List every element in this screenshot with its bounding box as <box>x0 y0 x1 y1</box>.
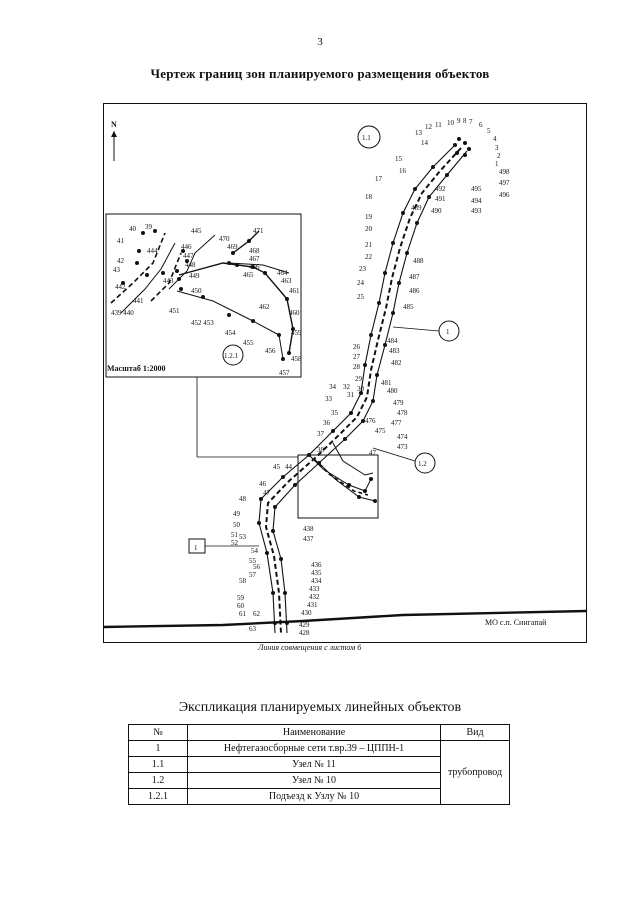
svg-text:461: 461 <box>289 287 300 295</box>
explication-title: Экспликация планируемых линейных объектов <box>178 700 462 715</box>
svg-text:47: 47 <box>369 449 376 457</box>
svg-text:34: 34 <box>329 383 336 391</box>
svg-text:55: 55 <box>249 557 256 565</box>
svg-text:474: 474 <box>397 433 408 441</box>
svg-text:16: 16 <box>399 167 406 175</box>
svg-text:53: 53 <box>239 533 246 541</box>
svg-text:434: 434 <box>311 577 322 585</box>
svg-text:28: 28 <box>353 363 360 371</box>
svg-text:478: 478 <box>397 409 408 417</box>
page-number: 3 <box>317 36 323 48</box>
callout-1-2: 1.2 <box>418 460 427 468</box>
table-row: 1 Нефтегазосборные сети т.вр.39 – ЦППН-1 трубопровод <box>129 741 510 757</box>
svg-text:437: 437 <box>303 535 314 543</box>
labels-upper-right <box>365 117 510 457</box>
svg-text:47: 47 <box>263 489 270 497</box>
svg-text:26: 26 <box>353 343 360 351</box>
svg-text:487: 487 <box>409 273 420 281</box>
svg-text:13: 13 <box>415 129 422 137</box>
svg-text:443: 443 <box>163 277 174 285</box>
svg-text:429: 429 <box>299 621 310 629</box>
svg-text:495: 495 <box>471 185 482 193</box>
svg-text:27: 27 <box>353 353 360 361</box>
svg-text:481: 481 <box>381 379 392 387</box>
svg-text:435: 435 <box>311 569 322 577</box>
svg-text:40: 40 <box>129 225 136 233</box>
svg-text:491: 491 <box>435 195 446 203</box>
svg-text:468: 468 <box>249 247 260 255</box>
svg-text:446: 446 <box>181 243 192 251</box>
svg-text:483: 483 <box>389 347 400 355</box>
svg-text:36: 36 <box>323 419 330 427</box>
svg-text:45: 45 <box>273 463 280 471</box>
svg-text:494: 494 <box>471 197 482 205</box>
svg-text:39: 39 <box>145 223 152 231</box>
svg-text:5: 5 <box>487 127 491 135</box>
svg-text:6: 6 <box>479 121 483 129</box>
svg-text:15: 15 <box>395 155 402 163</box>
labels-lower-left <box>231 463 293 633</box>
svg-text:431: 431 <box>307 601 318 609</box>
svg-text:482: 482 <box>391 359 402 367</box>
svg-text:467: 467 <box>249 255 260 263</box>
svg-text:445: 445 <box>191 227 202 235</box>
svg-text:457: 457 <box>279 369 290 377</box>
svg-text:48: 48 <box>239 495 246 503</box>
svg-text:57: 57 <box>249 571 256 579</box>
svg-text:44: 44 <box>285 463 292 471</box>
svg-text:454: 454 <box>225 329 236 337</box>
svg-text:428: 428 <box>299 629 310 637</box>
svg-text:455: 455 <box>243 339 254 347</box>
svg-text:35: 35 <box>331 409 338 417</box>
svg-text:2: 2 <box>497 152 501 160</box>
svg-text:484: 484 <box>387 337 398 345</box>
svg-text:21: 21 <box>365 241 372 249</box>
svg-text:471: 471 <box>253 227 264 235</box>
svg-text:51: 51 <box>231 531 238 539</box>
table-row: 1.2 Узел № 10 <box>129 773 510 789</box>
svg-text:452 453: 452 453 <box>191 319 214 327</box>
svg-text:430: 430 <box>301 609 312 617</box>
svg-text:10: 10 <box>447 119 454 127</box>
svg-text:449: 449 <box>189 272 200 280</box>
detail-box <box>298 455 378 518</box>
municipality-label: МО с.п. Сингапай <box>485 618 547 627</box>
svg-text:444: 444 <box>147 247 158 255</box>
svg-text:442: 442 <box>115 283 126 291</box>
svg-text:41: 41 <box>117 237 124 245</box>
callout-1-1: 1.1 <box>362 134 371 142</box>
svg-text:19: 19 <box>365 213 372 221</box>
svg-text:58: 58 <box>239 577 246 585</box>
svg-text:459: 459 <box>291 329 302 337</box>
svg-text:432: 432 <box>309 593 320 601</box>
kind-cell: трубопровод <box>441 741 510 805</box>
svg-text:486: 486 <box>409 287 420 295</box>
svg-text:489: 489 <box>411 204 422 212</box>
inset-scale: Масштаб 1:2000 <box>107 364 166 373</box>
svg-text:456: 456 <box>265 347 276 355</box>
svg-text:29: 29 <box>355 375 362 383</box>
svg-text:441: 441 <box>133 297 144 305</box>
page-title: Чертеж границ зон планируемого размещения объектов <box>150 66 490 81</box>
svg-text:497: 497 <box>499 179 510 187</box>
table-header-row <box>129 725 510 741</box>
svg-text:451: 451 <box>169 307 180 315</box>
svg-text:492: 492 <box>435 185 446 193</box>
box-1: 1 <box>194 544 198 552</box>
svg-text:477: 477 <box>391 419 402 427</box>
svg-text:59: 59 <box>237 594 244 602</box>
svg-text:50: 50 <box>233 521 240 529</box>
explication-table <box>128 724 510 805</box>
svg-text:490: 490 <box>431 207 442 215</box>
svg-text:463: 463 <box>281 277 292 285</box>
svg-text:62: 62 <box>253 610 260 618</box>
table-row: 1.2.1 Подъезд к Узлу № 10 <box>129 789 510 805</box>
svg-text:33: 33 <box>325 395 332 403</box>
svg-text:14: 14 <box>421 139 428 147</box>
boundary-drawing <box>103 103 587 643</box>
svg-text:61: 61 <box>239 610 246 618</box>
svg-text:485: 485 <box>403 303 414 311</box>
svg-text:464: 464 <box>277 269 288 277</box>
svg-text:479: 479 <box>393 399 404 407</box>
svg-text:488: 488 <box>413 257 424 265</box>
svg-text:4: 4 <box>493 135 497 143</box>
svg-text:52: 52 <box>231 539 238 547</box>
svg-text:465: 465 <box>243 271 254 279</box>
svg-text:8: 8 <box>463 117 467 125</box>
header-kind: Вид <box>441 725 510 741</box>
north-label: N <box>111 120 117 129</box>
callout-1-2-1: 1.2.1 <box>224 352 238 360</box>
header-name: Наименование <box>188 725 441 741</box>
callout-1: 1 <box>446 328 450 336</box>
svg-text:496: 496 <box>499 191 510 199</box>
svg-text:56: 56 <box>253 563 260 571</box>
svg-text:22: 22 <box>365 253 372 261</box>
svg-text:480: 480 <box>387 387 398 395</box>
svg-text:476: 476 <box>365 417 376 425</box>
svg-text:23: 23 <box>359 265 366 273</box>
svg-text:46: 46 <box>259 480 266 488</box>
svg-text:436: 436 <box>311 561 322 569</box>
svg-text:469: 469 <box>227 243 238 251</box>
svg-text:439 440: 439 440 <box>111 309 134 317</box>
svg-text:448: 448 <box>185 261 196 269</box>
svg-text:470: 470 <box>219 235 230 243</box>
svg-text:458: 458 <box>291 355 302 363</box>
svg-text:460: 460 <box>289 309 300 317</box>
svg-text:462: 462 <box>259 303 270 311</box>
svg-text:1: 1 <box>495 160 499 168</box>
svg-text:37: 37 <box>317 430 324 438</box>
svg-text:60: 60 <box>237 602 244 610</box>
svg-text:20: 20 <box>365 225 372 233</box>
svg-text:18: 18 <box>365 193 372 201</box>
svg-text:3: 3 <box>495 144 499 152</box>
svg-text:438: 438 <box>303 525 314 533</box>
sheet-link-caption: Линия совмещения с листом 6 <box>258 643 362 652</box>
table-row: 1.1 Узел № 11 <box>129 757 510 773</box>
svg-text:450: 450 <box>191 287 202 295</box>
svg-text:63: 63 <box>249 625 256 633</box>
svg-text:32: 32 <box>343 383 350 391</box>
header-no: № <box>129 725 188 741</box>
svg-text:433: 433 <box>309 585 320 593</box>
svg-text:43: 43 <box>113 266 120 274</box>
svg-text:466: 466 <box>249 263 260 271</box>
svg-text:11: 11 <box>435 121 442 129</box>
svg-text:25: 25 <box>357 293 364 301</box>
svg-text:30: 30 <box>357 385 364 393</box>
svg-text:42: 42 <box>117 257 124 265</box>
svg-text:9: 9 <box>457 117 461 125</box>
svg-text:24: 24 <box>357 279 364 287</box>
svg-text:475: 475 <box>375 427 386 435</box>
svg-text:493: 493 <box>471 207 482 215</box>
svg-text:54: 54 <box>251 547 258 555</box>
svg-text:17: 17 <box>375 175 382 183</box>
svg-text:12: 12 <box>425 123 432 131</box>
svg-text:473: 473 <box>397 443 408 451</box>
svg-text:38: 38 <box>317 446 324 454</box>
svg-text:49: 49 <box>233 510 240 518</box>
svg-text:498: 498 <box>499 168 510 176</box>
svg-text:31: 31 <box>347 391 354 399</box>
svg-text:7: 7 <box>469 118 473 126</box>
svg-text:447: 447 <box>183 252 194 260</box>
